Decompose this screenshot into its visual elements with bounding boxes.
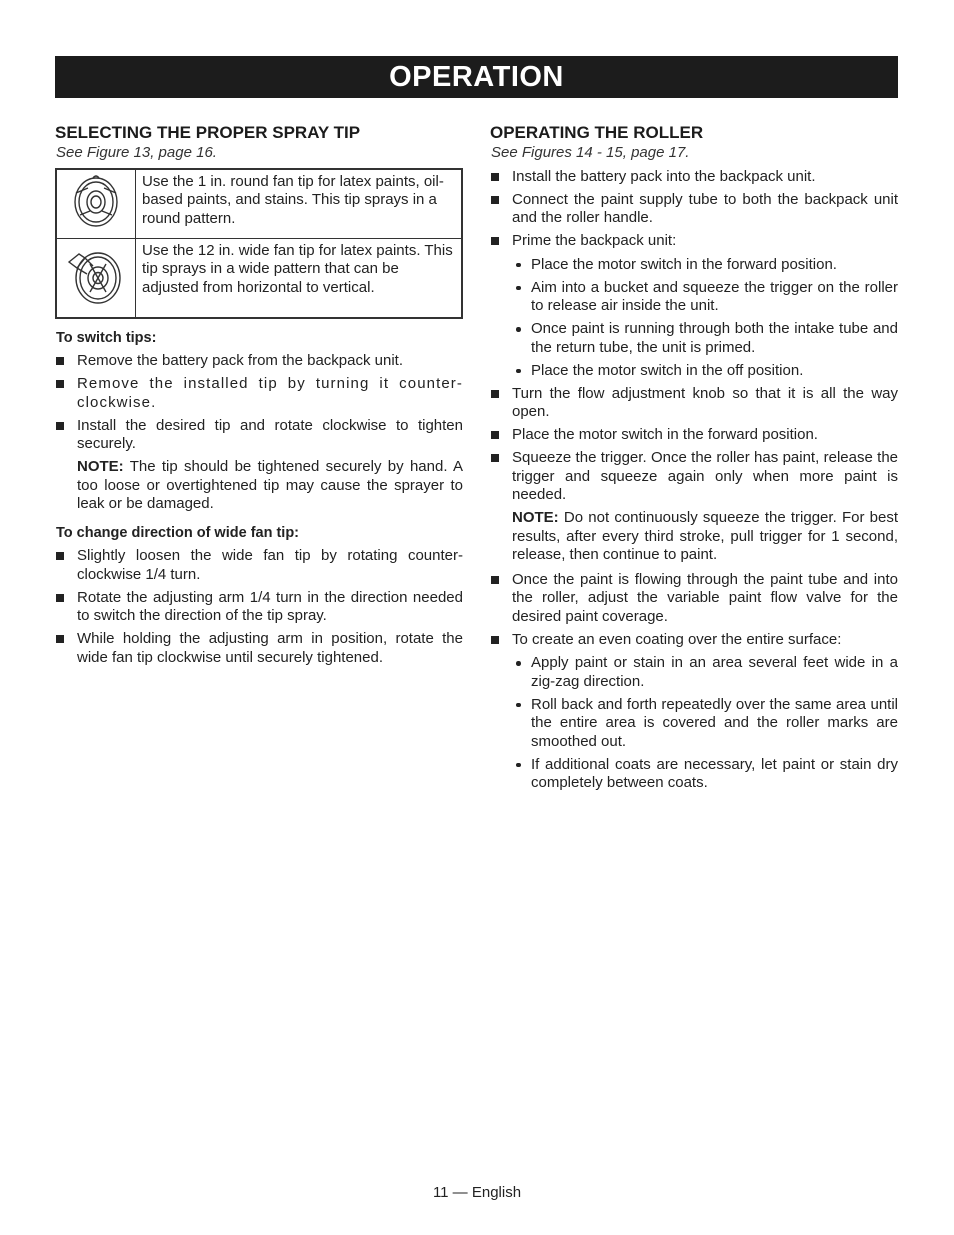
- list-item: Aim into a bucket and squeeze the trigger on the roller to release air inside the unit.: [512, 279, 898, 316]
- list-item: If additional coats are necessary, let paint or stain dry completely between coats.: [512, 756, 898, 793]
- list-item: Squeeze the trigger. Once the roller has paint, release the trigger and squeeze again only when more paint is needed.: [490, 449, 898, 505]
- list-item: Install the battery pack into the backpack unit.: [490, 168, 898, 187]
- coating-steps-list: [512, 654, 898, 793]
- spray-tip-heading: SELECTING THE PROPER SPRAY TIP: [55, 123, 361, 142]
- list-item: Apply paint or stain in an area several feet wide in a zig-zag direction.: [512, 654, 898, 691]
- round-fan-tip-icon: [68, 171, 124, 231]
- list-item: [490, 232, 898, 380]
- roller-figure-ref: See Figures 14 - 15, page 17.: [491, 144, 690, 161]
- tip-note: [55, 458, 463, 514]
- list-item: Place the motor switch in the forward position.: [490, 426, 898, 445]
- list-item: Roll back and forth repeatedly over the same area until the entire area is covered and the roller marks are smoothed out.: [512, 696, 898, 752]
- note-text: Do not continuously squeeze the trigger. For best results, after every third stroke, pull trigger for 1 second, release, then continue to paint.: [512, 509, 898, 563]
- list-item: Install the desired tip and rotate clockwise to tighten securely.: [55, 417, 463, 454]
- spray-tip-figure-ref: See Figure 13, page 16.: [56, 144, 217, 161]
- list-item: Place the motor switch in the forward position.: [512, 256, 898, 275]
- right-column: [490, 122, 898, 797]
- tip-description: Use the 1 in. round fan tip for latex paints, oil-based paints, and stains. This tip sprays in a round pattern.: [136, 169, 463, 239]
- prime-steps-list: [512, 256, 898, 381]
- fan-direction-subheading: To change direction of wide fan tip:: [56, 524, 300, 541]
- section-banner: OPERATION: [55, 56, 898, 98]
- trigger-note: [490, 509, 898, 565]
- list-item: Place the motor switch in the off position.: [512, 362, 898, 381]
- list-item: Remove the battery pack from the backpack unit.: [55, 352, 463, 371]
- switch-tips-subheading: To switch tips:: [56, 329, 157, 346]
- note-label: NOTE:: [77, 458, 124, 475]
- list-item: While holding the adjusting arm in position, rotate the wide fan tip clockwise until securely tightened.: [55, 630, 463, 667]
- note-text: The tip should be tightened securely by hand. A too loose or overtightened tip may cause the sprayer to leak or be damaged.: [77, 458, 463, 512]
- spray-tip-table: [55, 168, 463, 319]
- list-item: Slightly loosen the wide fan tip by rotating counter-clockwise 1/4 turn.: [55, 547, 463, 584]
- tip-icon-cell: [56, 169, 136, 239]
- note-label: NOTE:: [512, 509, 559, 526]
- roller-steps-list: [490, 168, 898, 505]
- list-item: Rotate the adjusting arm 1/4 turn in the direction needed to switch the direction of the tip spray.: [55, 589, 463, 626]
- wide-fan-tip-icon: [65, 242, 127, 308]
- list-item-text: To create an even coating over the entire surface:: [512, 630, 842, 648]
- page-footer: 11 — English: [432, 1184, 522, 1201]
- tip-icon-cell: [56, 238, 136, 318]
- list-item-text: Prime the backpack unit:: [512, 232, 677, 249]
- fan-direction-list: [55, 547, 463, 667]
- table-row: [56, 169, 462, 239]
- list-item: Remove the installed tip by turning it counter-clockwise.: [55, 375, 463, 412]
- list-item: [490, 631, 898, 793]
- roller-heading: OPERATING THE ROLLER: [490, 123, 704, 142]
- list-item: Once paint is running through both the intake tube and the return tube, the unit is primed.: [512, 320, 898, 357]
- tip-description: Use the 12 in. wide fan tip for latex paints. This tip sprays in a wide pattern that can be adjusted from horizontal to vertical.: [136, 238, 463, 318]
- table-row: [56, 238, 462, 318]
- list-item: Turn the flow adjustment knob so that it is all the way open.: [490, 385, 898, 422]
- left-column: [55, 122, 463, 672]
- switch-tips-list: [55, 352, 463, 454]
- list-item: Once the paint is flowing through the paint tube and into the roller, adjust the variable paint flow valve for the desired paint coverage.: [490, 571, 898, 627]
- list-item: Connect the paint supply tube to both the backpack unit and the roller handle.: [490, 191, 898, 228]
- roller-steps-list-continued: [490, 571, 898, 793]
